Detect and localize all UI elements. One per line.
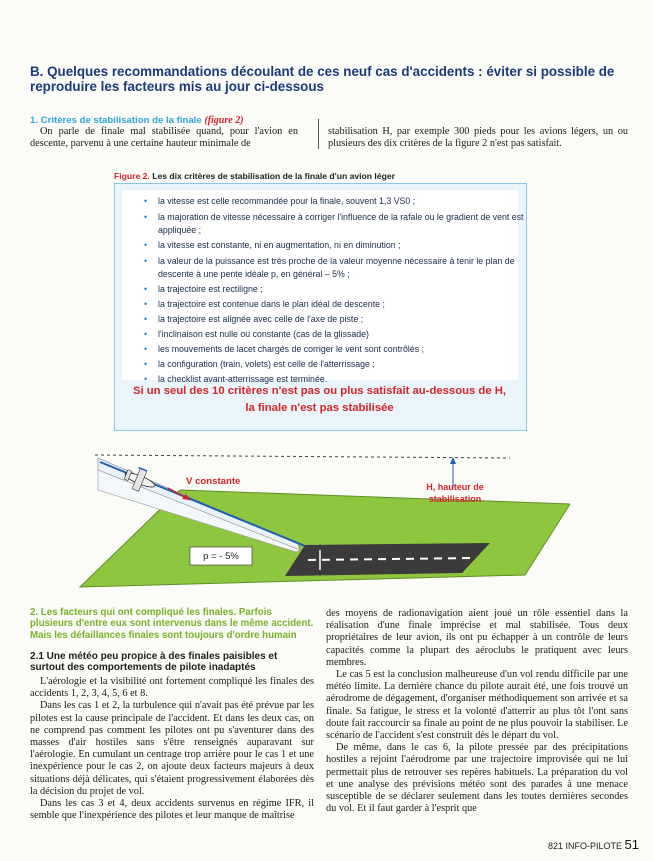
right-paragraph-3: De même, dans le cas 6, la pilote pressée par des précipitations hostiles a rejoint l'aérodrome par une trajectoire improvisée qui ne lui permettait plus de retrouver ses repères habituels. La préparation du vol et une analyse des prévisions météo sont des parades à une menace susceptible de se déclarer seulement dans les toutes dernières secondes du vol. Et il faut garder à l'esprit que	[326, 742, 628, 815]
column-divider	[318, 119, 319, 149]
criterion-3: • la vitesse est constante, ni en augmentation, ni en diminution ;	[144, 240, 401, 250]
stabilisation-height-line	[95, 455, 510, 458]
criterion-4: • la valeur de la puissance est très proche de la valeur moyenne nécessaire à tenir le plan de descente à une pente idéale p, en général – 5% ;	[144, 256, 515, 279]
criterion-1: • la vitesse est celle recommandée pour la finale, souvent 1,3 VS0 ;	[144, 196, 416, 206]
criterion-9: • les mouvements de lacet chargés de corriger le vent sont contrôlés ;	[144, 344, 424, 354]
figure-2-caption: Les dix critères de stabilisation de la finale d'un avion léger	[152, 171, 395, 181]
warning-line-1: Si un seul des 10 critères n'est pas ou plus satisfait au-dessous de H,	[132, 385, 507, 397]
footer-issue: 821 INFO-PILOTE	[547, 841, 623, 851]
section-b-title: B. Quelques recommandations découlant de ces neuf cas d'accidents : éviter si possible de reproduire les facteurs mis au jour ci-dessous	[30, 64, 615, 94]
left-column	[30, 676, 314, 822]
criterion-2: • la majoration de vitesse nécessaire à corriger l'influence de la rafale ou le gradient de vent est appliquée ;	[144, 212, 524, 235]
criterion-8: • l'inclinaison est nulle ou constante (cas de la glissade)	[144, 329, 369, 339]
figure-2-title	[114, 171, 395, 181]
stabilisation-height-label	[400, 481, 510, 505]
page-number: 51	[624, 837, 639, 852]
criterion-11: • la checklist avant-atterrissage est terminée.	[144, 374, 328, 384]
section-1-heading-text: 1. Critères de stabilisation de la finale	[30, 115, 202, 126]
criterion-6: • la trajectoire est contenue dans le plan idéal de descente ;	[144, 299, 385, 309]
figure-2-label: Figure 2.	[114, 171, 150, 181]
height-label-line-2: stabilisation	[428, 494, 482, 504]
right-column	[326, 608, 628, 815]
left-paragraph-3: Dans les cas 3 et 4, deux accidents survenus en régime IFR, il semble que l'inexpérience des pilotes et leur manque de maîtrise	[30, 798, 314, 822]
warning-line-2: la finale n'est pas stabilisée	[245, 402, 394, 414]
section-2-heading: 2. Les facteurs qui ont compliqué les finales. Parfois plusieurs d'entre eux sont intervenus dans le même accident. Mais les défaillances finales sont toujours d'ordre humain	[30, 607, 314, 641]
section-1-heading	[30, 115, 244, 126]
left-paragraph-2: Dans les cas 1 et 2, la turbulence qui n'avait pas été prévue par les pilotes est la cause principale de l'accident. Et dans les deux cas, on ne comprend pas comment les pilotes ont pu s'aventurer dans des masses d'air hostiles sans s'être renseignés auparavant sur l'aérologie. En cumulant un centrage trop arrière pour le cas 1 et une inexpérience pour le cas 2, on ajoute deux facteurs majeurs à deux situations déjà délicates, qui s'étaient progressivement élaborées dès la décision du projet de vol.	[30, 700, 314, 797]
section-1-figure-ref: (figure 2)	[204, 115, 244, 126]
page-footer	[548, 837, 639, 852]
section-1-text-right: stabilisation H, par exemple 300 pieds pour les avions légers, un ou plusieurs des dix critères de la figure 2 n'est pas satisfait.	[328, 126, 628, 150]
slope-label: p = - 5%	[203, 551, 239, 562]
right-paragraph-2: Le cas 5 est la conclusion malheureuse d'un vol rendu difficile par une météo limite. La dernière chance du pilote aurait été, une fois trouvé un aérodrome de dégagement, d'organiser méthodiquement son arrivée et sa finale. Sa fatigue, le stress et la volonté d'atterrir au plus tôt l'ont sans doute fait raccourcir sa finale au point de ne plus pouvoir la stabiliser. Le scénario de l'accident s'est construit dès le départ du vol.	[326, 669, 628, 742]
criterion-5: • la trajectoire est rectiligne ;	[144, 284, 263, 294]
stabilisation-warning	[114, 383, 525, 417]
criteria-list	[122, 190, 524, 384]
approach-diagram	[70, 440, 570, 600]
left-paragraph-1: L'aérologie et la visibilité ont fortement compliqué les finales des accidents 1, 2, 3, 4, 5, 6 et 8.	[30, 676, 314, 700]
section-1-text-left: On parle de finale mal stabilisée quand, pour l'avion en descente, parvenu à une certaine hauteur minimale de	[30, 126, 298, 150]
right-paragraph-1: des moyens de radionavigation aient joué un rôle essentiel dans la réalisation d'une finale imprécise et mal stabilisée. Tous deux propriétaires de leur avion, ils ont pu échapper à un contrôle de leurs capacités comme la plupart des aéroclubs le pratiquent avec leurs membres.	[326, 608, 628, 668]
criterion-7: • la trajectoire est alignée avec celle de l'axe de piste ;	[144, 314, 364, 324]
height-label-line-1: H, hauteur de	[426, 482, 484, 492]
section-2-1-heading: 2.1 Une météo peu propice à des finales paisibles et surtout des comportements de pilote inadaptés	[30, 651, 278, 673]
v-constant-label: V constante	[186, 476, 241, 487]
criterion-10: • la configuration (train, volets) est celle de l'atterrissage ;	[144, 359, 375, 369]
